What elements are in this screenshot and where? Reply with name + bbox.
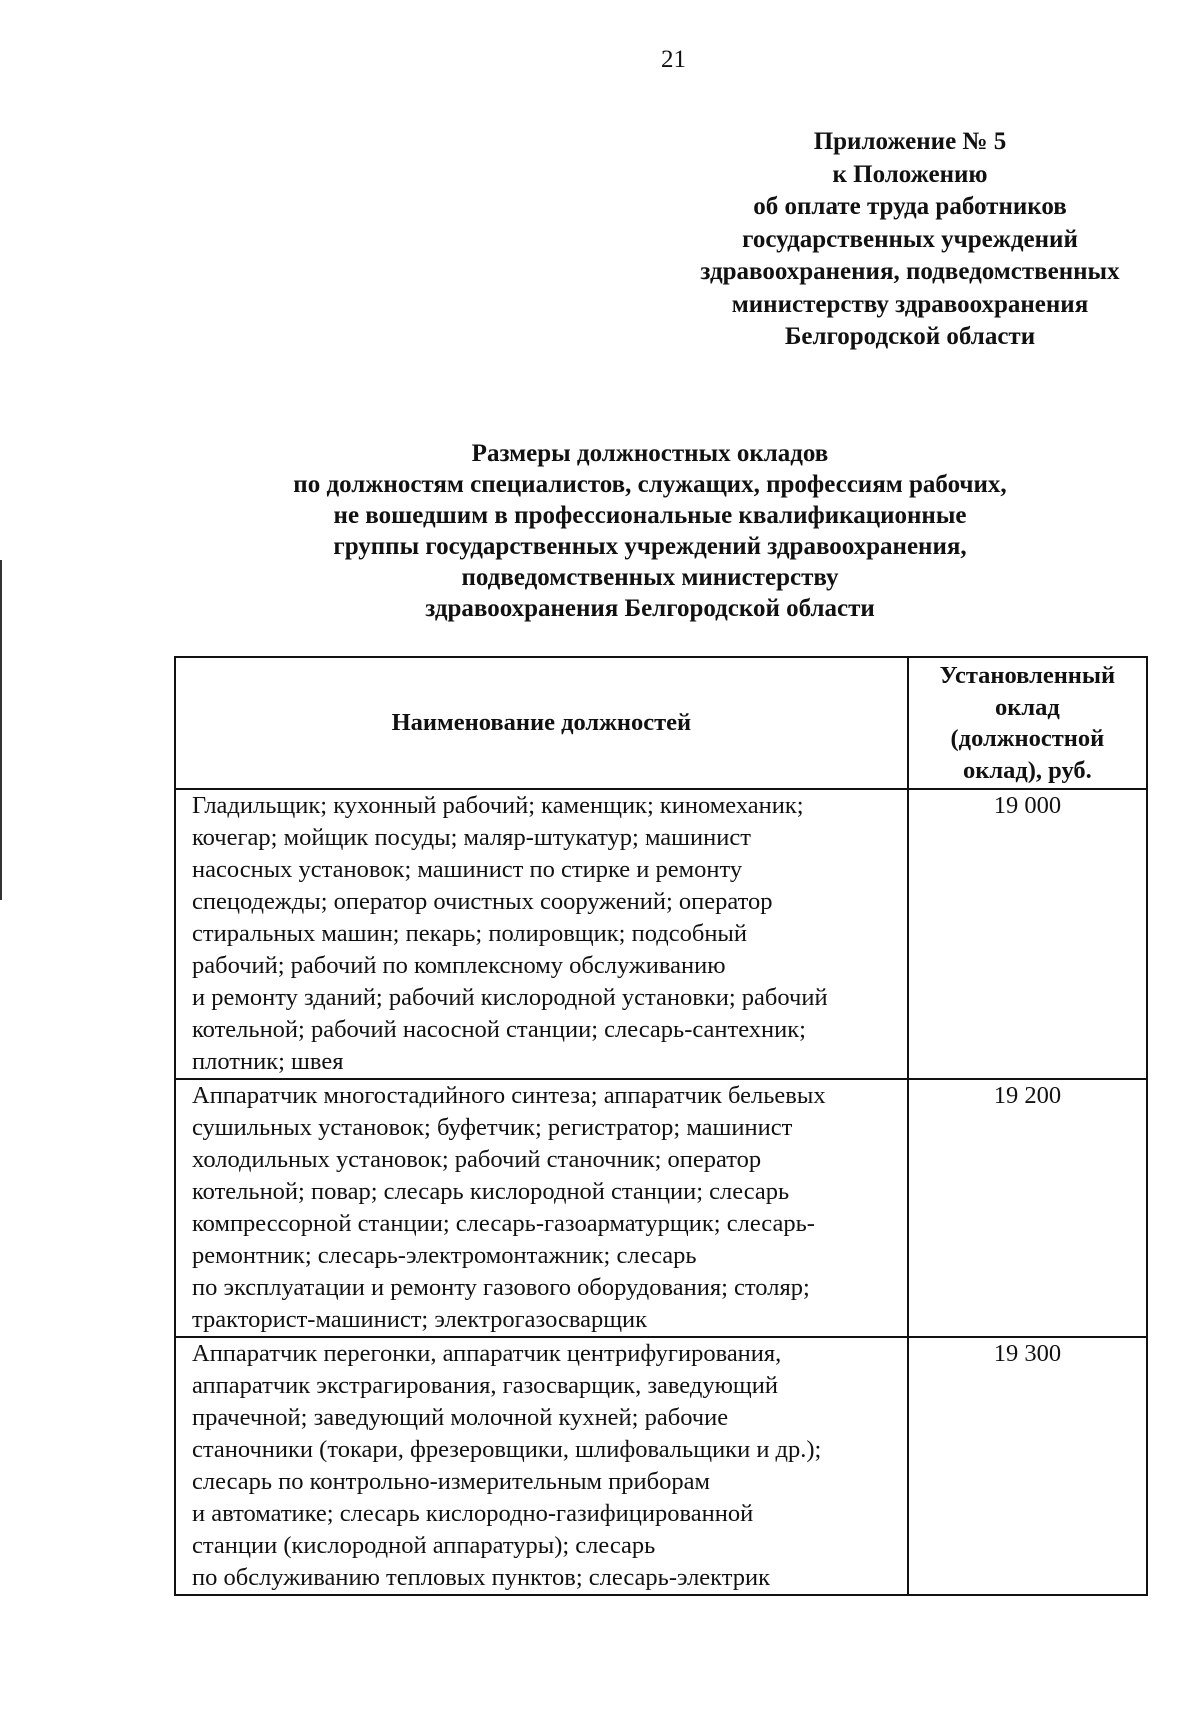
position-line: ремонтник; слесарь-электромонтажник; слесарь <box>192 1242 697 1269</box>
appendix-heading <box>650 126 1170 354</box>
title-line: здравоохранения Белгородской области <box>425 595 875 622</box>
title-line: не вошедшим в профессиональные квалификационные <box>333 502 967 529</box>
position-line: аппаратчик экстрагирования, газосварщик, заведующий <box>192 1372 778 1399</box>
position-line: сушильных установок; буфетчик; регистратор; машинист <box>192 1114 793 1141</box>
title-line: группы государственных учреждений здравоохранения, <box>333 533 967 560</box>
position-line: и ремонту зданий; рабочий кислородной установки; рабочий <box>192 984 828 1011</box>
header-position-name: Наименование должностей <box>175 657 908 789</box>
position-line: котельной; повар; слесарь кислородной станции; слесарь <box>192 1178 790 1205</box>
position-line: станции (кислородной аппаратуры); слесарь <box>192 1532 656 1559</box>
page-number: 21 <box>661 46 686 73</box>
appendix-line: здравоохранения, подведомственных <box>700 258 1120 285</box>
position-names-cell <box>175 1337 908 1595</box>
position-line: тракторист-машинист; электрогазосварщик <box>192 1306 648 1333</box>
position-line: Аппаратчик перегонки, аппаратчик центрифугирования, <box>192 1340 782 1367</box>
position-line: спецодежды; оператор очистных сооружений; оператор <box>192 888 773 915</box>
salary-cell: 19 300 <box>908 1337 1147 1595</box>
salary-table <box>174 656 1148 1596</box>
salary-cell: 19 200 <box>908 1079 1147 1337</box>
appendix-line: министерству здравоохранения <box>731 290 1089 318</box>
position-line: по эксплуатации и ремонту газового оборудования; столяр; <box>192 1274 810 1301</box>
position-line: слесарь по контрольно-измерительным приборам <box>192 1468 710 1495</box>
position-names-cell <box>175 1079 908 1337</box>
appendix-line: Приложение № 5 <box>813 128 1007 155</box>
document-title <box>200 438 1100 624</box>
position-line: насосных установок; машинист по стирке и ремонту <box>192 856 743 883</box>
header-salary-line: (должностной <box>950 725 1105 752</box>
header-salary <box>908 657 1147 789</box>
title-line: Размеры должностных окладов <box>471 440 829 467</box>
appendix-line: государственных учреждений <box>742 225 1078 253</box>
position-line: станочники (токари, фрезеровщики, шлифовальщики и др.); <box>192 1436 822 1463</box>
header-salary-line: оклад), руб. <box>963 756 1092 784</box>
appendix-line: Белгородской области <box>784 323 1036 350</box>
position-line: Аппаратчик многостадийного синтеза; аппаратчик бельевых <box>192 1082 826 1109</box>
position-line: и автоматике; слесарь кислородно-газифицированной <box>192 1500 754 1527</box>
appendix-line: к Положению <box>832 160 988 188</box>
header-salary-line: оклад <box>995 693 1060 721</box>
position-line: рабочий; рабочий по комплексному обслуживанию <box>192 952 726 979</box>
position-line: по обслуживанию тепловых пунктов; слесарь-электрик <box>192 1564 771 1591</box>
position-line: прачечной; заведующий молочной кухней; рабочие <box>192 1404 729 1431</box>
scan-edge-line <box>0 560 2 900</box>
table-row <box>175 1337 1147 1595</box>
header-salary-line: Установленный <box>939 662 1116 689</box>
position-names-cell <box>175 789 908 1079</box>
title-line: по должностям специалистов, служащих, профессиям рабочих, <box>293 471 1007 498</box>
position-line: компрессорной станции; слесарь-газоарматурщик; слесарь- <box>192 1210 815 1237</box>
table-row <box>175 1079 1147 1337</box>
table-header-row <box>175 657 1147 789</box>
position-line: стиральных машин; пекарь; полировщик; подсобный <box>192 920 748 947</box>
position-line: Гладильщик; кухонный рабочий; каменщик; киномеханик; <box>192 792 804 819</box>
table-row <box>175 789 1147 1079</box>
position-line: холодильных установок; рабочий станочник; оператор <box>192 1146 762 1173</box>
position-line: плотник; швея <box>192 1048 344 1075</box>
appendix-line: об оплате труда работников <box>753 193 1067 220</box>
salary-cell: 19 000 <box>908 789 1147 1079</box>
position-line: кочегар; мойщик посуды; маляр-штукатур; машинист <box>192 824 751 851</box>
title-line: подведомственных министерству <box>461 564 839 591</box>
position-line: котельной; рабочий насосной станции; слесарь-сантехник; <box>192 1016 806 1043</box>
